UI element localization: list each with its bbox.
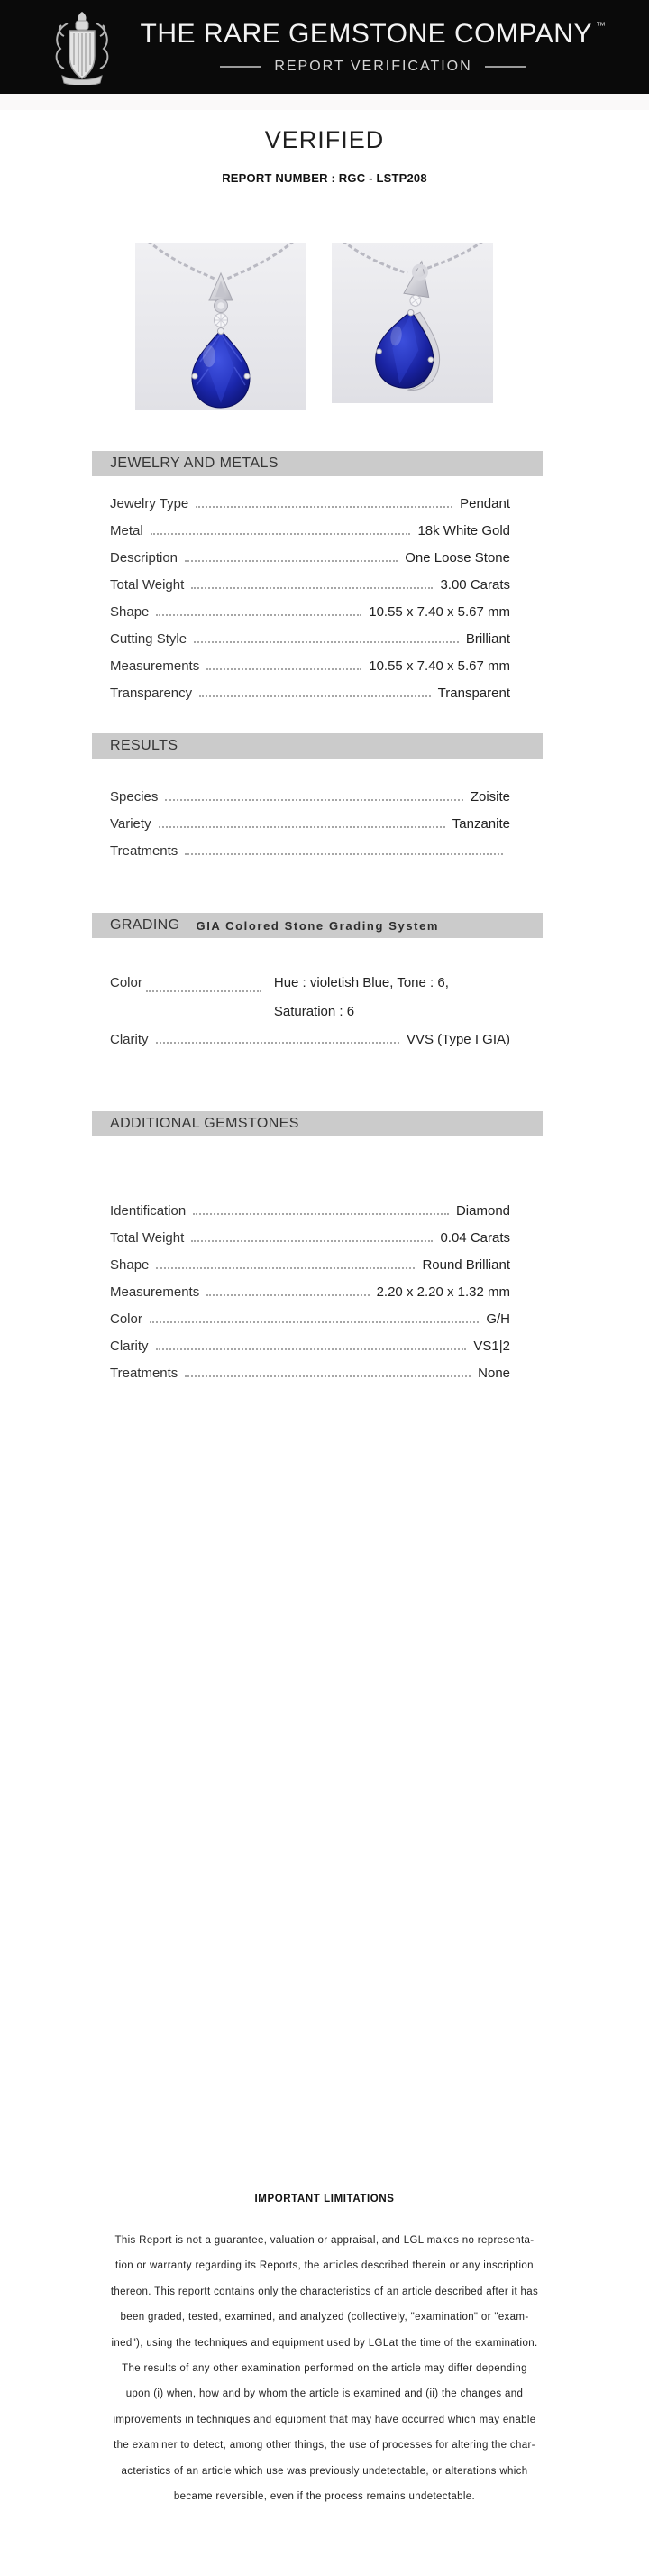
spec-label: Measurements bbox=[110, 658, 200, 674]
spec-row bbox=[110, 1330, 510, 1357]
dotted-leader bbox=[199, 695, 431, 697]
spec-label: Jewelry Type bbox=[110, 496, 189, 511]
spec-label: Transparency bbox=[110, 685, 193, 701]
spec-value: 3.00 Carats bbox=[440, 577, 510, 593]
spec-value: 10.55 x 7.40 x 5.67 mm bbox=[369, 658, 510, 674]
dotted-leader bbox=[185, 1375, 471, 1377]
dotted-leader bbox=[165, 799, 462, 801]
limitations-line: the examiner to detect, among other things, the use of processes for altering the char- bbox=[114, 2440, 535, 2452]
dotted-leader bbox=[191, 1240, 433, 1242]
spec-label: Total Weight bbox=[110, 1230, 185, 1246]
spec-value: VS1|2 bbox=[473, 1339, 510, 1354]
company-name bbox=[139, 19, 608, 50]
results-rows bbox=[110, 781, 510, 862]
dotted-leader bbox=[196, 506, 452, 508]
dotted-leader bbox=[156, 1042, 399, 1044]
spec-label: Clarity bbox=[110, 1032, 149, 1047]
spec-value: G/H bbox=[486, 1311, 510, 1327]
spec-row bbox=[110, 1357, 510, 1385]
spec-value: 10.55 x 7.40 x 5.67 mm bbox=[369, 604, 510, 620]
spec-row bbox=[110, 596, 510, 623]
dotted-leader bbox=[185, 853, 503, 855]
section-bar-results bbox=[92, 733, 543, 759]
spec-value: 18k White Gold bbox=[417, 523, 510, 538]
spec-value: Transparent bbox=[437, 685, 510, 701]
limitations-line: acteristics of an article which use was previously undetectable, or alterations which bbox=[121, 2465, 528, 2477]
limitations-line: upon (i) when, how and by whom the article is examined and (ii) the changes and bbox=[125, 2388, 524, 2400]
spec-row bbox=[110, 515, 510, 542]
limitations-line: ined"), using the techniques and equipment used by LGLat the time of the examination. bbox=[111, 2337, 538, 2349]
spec-label: Species bbox=[110, 789, 159, 805]
dotted-leader bbox=[191, 587, 433, 589]
verified-status: VERIFIED bbox=[264, 126, 385, 153]
spec-label: Description bbox=[110, 550, 178, 566]
spec-row bbox=[110, 1303, 510, 1330]
spec-row bbox=[110, 1195, 510, 1222]
section-title: JEWELRY AND METALS bbox=[110, 455, 279, 471]
grading-system-subtitle: GIA Colored Stone Grading System bbox=[196, 918, 440, 933]
grading-color-row bbox=[110, 969, 510, 1026]
divider-line bbox=[485, 66, 526, 68]
spec-value: Diamond bbox=[455, 1203, 510, 1219]
dotted-leader bbox=[156, 1348, 467, 1350]
dotted-leader bbox=[151, 533, 411, 535]
spec-label: Treatments bbox=[110, 843, 178, 859]
spec-label: Clarity bbox=[110, 1339, 149, 1354]
grading-clarity-row bbox=[110, 1024, 510, 1051]
dotted-leader bbox=[206, 1294, 369, 1296]
spec-label: Treatments bbox=[110, 1366, 178, 1381]
heraldic-crest-icon bbox=[49, 9, 115, 85]
spec-label: Color bbox=[110, 975, 142, 990]
spec-row bbox=[110, 623, 510, 650]
limitations-line: improvements in techniques and equipment that may have occurred which may enable bbox=[113, 2414, 536, 2425]
jewelry-and-metals-rows bbox=[110, 488, 510, 704]
spec-row bbox=[110, 650, 510, 677]
section-title: RESULTS bbox=[110, 738, 178, 753]
pendant-photo-front bbox=[135, 243, 306, 410]
section-bar-jewelry-and-metals bbox=[92, 451, 543, 476]
spec-value: One Loose Stone bbox=[405, 550, 510, 566]
spec-label: Color bbox=[110, 1311, 142, 1327]
header-title-block bbox=[139, 19, 608, 75]
spec-value: Pendant bbox=[460, 496, 510, 511]
dotted-leader bbox=[156, 1267, 415, 1269]
faint-background-band bbox=[0, 94, 649, 110]
limitations-line: been graded, tested, examined, and analyzed (collectively, "examination" or "exam- bbox=[120, 2312, 529, 2323]
spec-row bbox=[110, 569, 510, 596]
spec-value: Brilliant bbox=[465, 631, 510, 647]
spec-label: Shape bbox=[110, 1257, 150, 1273]
limitations-line: tion or warranty regarding its Reports, the articles described therein or any inscription bbox=[115, 2260, 534, 2272]
spec-value: 2.20 x 2.20 x 1.32 mm bbox=[376, 1284, 510, 1300]
limitations-text bbox=[54, 2228, 595, 2509]
company-name-text: THE RARE GEMSTONE COMPANY bbox=[140, 19, 592, 49]
section-bar-additional-gemstones bbox=[92, 1111, 543, 1136]
spec-row bbox=[110, 1249, 510, 1276]
additional-gemstones-rows bbox=[110, 1195, 510, 1385]
section-bar-grading bbox=[92, 913, 543, 938]
spec-row bbox=[110, 542, 510, 569]
spec-label: Metal bbox=[110, 523, 143, 538]
report-number: REPORT NUMBER : RGC - LSTP208 bbox=[222, 171, 427, 185]
spec-label: Shape bbox=[110, 604, 150, 620]
spec-value: Tanzanite bbox=[452, 816, 510, 832]
spec-row bbox=[110, 835, 510, 862]
divider-line bbox=[220, 66, 261, 68]
trademark-mark: ™ bbox=[595, 21, 607, 32]
limitations-line: became reversible, even if the process remains undetectable. bbox=[173, 2491, 476, 2503]
spec-row bbox=[110, 781, 510, 808]
dotted-leader bbox=[156, 614, 361, 616]
spec-value: 0.04 Carats bbox=[440, 1230, 510, 1246]
spec-value: Round Brilliant bbox=[422, 1257, 510, 1273]
spec-row bbox=[110, 1276, 510, 1303]
limitations-line: thereon. This reportt contains only the characteristics of an article described after it has bbox=[110, 2286, 539, 2297]
spec-label: Measurements bbox=[110, 1284, 200, 1300]
pendant-photo-angled bbox=[332, 243, 493, 403]
dotted-leader bbox=[193, 1213, 449, 1215]
dotted-leader bbox=[150, 1321, 479, 1323]
color-value-line2: Saturation : 6 bbox=[273, 1004, 355, 1019]
dotted-leader bbox=[194, 641, 459, 643]
limitations-line: The results of any other examination performed on the article may differ depending bbox=[122, 2363, 527, 2375]
spec-label: Identification bbox=[110, 1203, 187, 1219]
limitations-title: IMPORTANT LIMITATIONS bbox=[254, 2194, 395, 2204]
color-value-line1: Hue : violetish Blue, Tone : 6, bbox=[273, 975, 449, 990]
dotted-leader bbox=[206, 668, 361, 670]
spec-label: Variety bbox=[110, 816, 151, 832]
spec-row bbox=[110, 808, 510, 835]
spec-value: Zoisite bbox=[470, 789, 510, 805]
section-title: GRADING bbox=[110, 917, 180, 933]
spec-value: VVS (Type I GIA) bbox=[406, 1032, 510, 1047]
report-verification-subtitle: REPORT VERIFICATION bbox=[274, 59, 472, 74]
jewelry-photos bbox=[135, 243, 493, 410]
spec-value: None bbox=[478, 1366, 510, 1381]
spec-row bbox=[110, 488, 510, 515]
spec-label: Total Weight bbox=[110, 577, 185, 593]
spec-row bbox=[110, 1024, 510, 1051]
spec-row bbox=[110, 677, 510, 704]
color-value bbox=[274, 969, 449, 1026]
dotted-leader bbox=[146, 990, 261, 992]
spec-row bbox=[110, 1222, 510, 1249]
section-title: ADDITIONAL GEMSTONES bbox=[110, 1116, 299, 1131]
dotted-leader bbox=[185, 560, 398, 562]
limitations-line: This Report is not a guarantee, valuation or appraisal, and LGL makes no representa- bbox=[114, 2235, 535, 2246]
dotted-leader bbox=[159, 826, 445, 828]
page-header bbox=[0, 0, 649, 94]
spec-label: Cutting Style bbox=[110, 631, 187, 647]
